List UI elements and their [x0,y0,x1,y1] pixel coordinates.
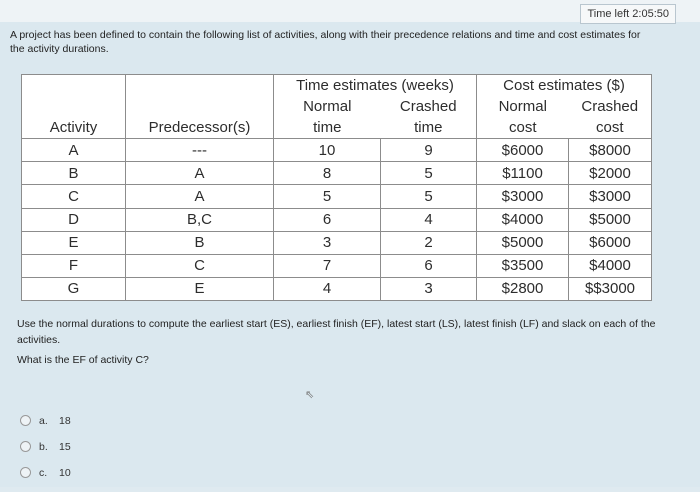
activity-cell: F [22,254,126,277]
predecessor-cell: E [126,277,274,300]
option-b[interactable] [20,440,71,453]
normal-time-cell: 5 [274,185,381,208]
option-value: 18 [59,414,71,427]
predecessor-cell: B [126,231,274,254]
radio-icon[interactable] [20,441,31,452]
table-row [22,254,652,277]
normal-cost-cell: $6000 [477,139,569,162]
crashed-time-cell: 6 [381,254,477,277]
option-value: 15 [59,440,71,453]
activity-cell: G [22,277,126,300]
crashed-time-cell: 9 [381,139,477,162]
cost-normal-header-2: cost [477,117,569,139]
crashed-time-cell: 2 [381,231,477,254]
activity-cell: B [22,162,126,185]
predecessor-header-blank [126,75,274,97]
crashed-time-cell: 3 [381,277,477,300]
normal-cost-cell: $1100 [477,162,569,185]
table-row [22,277,652,300]
cost-normal-header-1: Normal [477,96,569,117]
predecessor-cell: B,C [126,208,274,231]
normal-time-cell: 8 [274,162,381,185]
predecessor-cell: --- [126,139,274,162]
time-crashed-header-1: Crashed [381,96,477,117]
option-a[interactable] [20,414,71,427]
activity-cell: D [22,208,126,231]
crashed-time-cell: 5 [381,185,477,208]
time-estimates-header: Time estimates (weeks) [274,75,477,97]
table-row [22,208,652,231]
crashed-cost-cell: $8000 [569,139,652,162]
activity-cell: C [22,185,126,208]
cost-estimates-header: Cost estimates ($) [477,75,652,97]
crashed-time-cell: 4 [381,208,477,231]
cost-crashed-header-1: Crashed [569,96,652,117]
time-crashed-header-2: time [381,117,477,139]
table-row [22,139,652,162]
crashed-cost-cell: $4000 [569,254,652,277]
crashed-cost-cell: $3000 [569,185,652,208]
predecessor-column-header: Predecessor(s) [126,117,274,139]
option-value: 10 [59,466,71,479]
normal-cost-cell: $4000 [477,208,569,231]
normal-cost-cell: $2800 [477,277,569,300]
crashed-time-cell: 5 [381,162,477,185]
activity-cell: A [22,139,126,162]
instructions-text: Use the normal durations to compute the earliest start (ES), earliest finish (EF), latest start (LS), latest finish (LF) and slack on each of the activities. [17,318,656,346]
mouse-cursor-icon: ⇖ [305,389,315,401]
radio-icon[interactable] [20,467,31,478]
activity-column-header: Activity [22,117,126,139]
crashed-cost-cell: $5000 [569,208,652,231]
normal-time-cell: 4 [274,277,381,300]
table-row [22,185,652,208]
normal-cost-cell: $5000 [477,231,569,254]
activity-table [21,74,652,301]
activity-cell: E [22,231,126,254]
normal-time-cell: 6 [274,208,381,231]
option-letter: a. [39,414,48,427]
normal-cost-cell: $3500 [477,254,569,277]
question-prompt: A project has been defined to contain the following list of activities, along with their precedence relations and time and cost estimates for the activity durations. [10,29,641,55]
crashed-cost-cell: $6000 [569,231,652,254]
normal-time-cell: 7 [274,254,381,277]
table-row [22,162,652,185]
time-normal-header-1: Normal [274,96,381,117]
time-left-indicator: Time left 2:05:50 [580,4,676,24]
radio-icon[interactable] [20,415,31,426]
normal-time-cell: 3 [274,231,381,254]
crashed-cost-cell: $2000 [569,162,652,185]
option-c[interactable] [20,466,71,479]
normal-cost-cell: $3000 [477,185,569,208]
question-text: What is the EF of activity C? [17,354,149,366]
answer-options [20,414,71,492]
activity-header-blank [22,75,126,97]
predecessor-cell: A [126,162,274,185]
option-letter: c. [39,466,48,479]
option-letter: b. [39,440,48,453]
crashed-cost-cell: $$3000 [569,277,652,300]
predecessor-cell: A [126,185,274,208]
activity-table-image [21,74,651,301]
time-normal-header-2: time [274,117,381,139]
table-row [22,231,652,254]
predecessor-header-blank-2 [126,96,274,117]
predecessor-cell: C [126,254,274,277]
cost-crashed-header-2: cost [569,117,652,139]
normal-time-cell: 10 [274,139,381,162]
activity-header-blank-2 [22,96,126,117]
